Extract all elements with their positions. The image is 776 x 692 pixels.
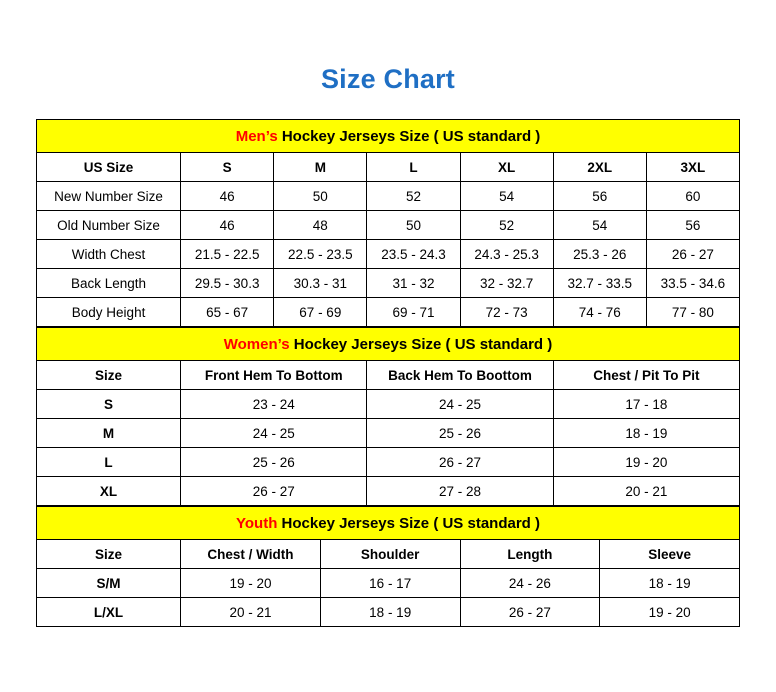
row-label: Body Height <box>37 298 181 327</box>
table-cell: 27 - 28 <box>367 477 553 506</box>
table-cell: 24 - 25 <box>181 419 367 448</box>
womens-heading-rest: Hockey Jerseys Size ( US standard ) <box>289 335 553 353</box>
mens-section-heading-row <box>37 120 740 153</box>
table-cell: 52 <box>367 182 460 211</box>
table-row <box>37 390 740 419</box>
table-cell: 26 - 27 <box>646 240 739 269</box>
table-cell: 19 - 20 <box>181 569 321 598</box>
mens-heading-accent: Men’s <box>235 127 278 145</box>
womens-header-cell: Chest / Pit To Pit <box>553 361 739 390</box>
mens-header-cell: US Size <box>37 153 181 182</box>
table-cell: 29.5 - 30.3 <box>181 269 274 298</box>
table-row <box>37 298 740 327</box>
table-cell: 20 - 21 <box>181 598 321 627</box>
mens-header-cell: L <box>367 153 460 182</box>
womens-header-cell: Size <box>37 361 181 390</box>
table-cell: 32.7 - 33.5 <box>553 269 646 298</box>
row-label: Back Length <box>37 269 181 298</box>
youth-heading-accent: Youth <box>236 514 278 532</box>
table-cell: 24.3 - 25.3 <box>460 240 553 269</box>
mens-heading-rest: Hockey Jerseys Size ( US standard ) <box>277 127 541 145</box>
table-cell: 25.3 - 26 <box>553 240 646 269</box>
table-cell: 50 <box>274 182 367 211</box>
row-label: S <box>37 390 181 419</box>
table-row <box>37 182 740 211</box>
table-cell: 56 <box>553 182 646 211</box>
table-row <box>37 269 740 298</box>
table-row <box>37 448 740 477</box>
size-tables <box>36 119 740 627</box>
table-cell: 21.5 - 22.5 <box>181 240 274 269</box>
row-label: L/XL <box>37 598 181 627</box>
row-label: M <box>37 419 181 448</box>
youth-section-heading-row <box>37 507 740 540</box>
table-cell: 23 - 24 <box>181 390 367 419</box>
womens-header-cell: Back Hem To Boottom <box>367 361 553 390</box>
row-label: Old Number Size <box>37 211 181 240</box>
table-cell: 25 - 26 <box>181 448 367 477</box>
youth-heading-rest: Hockey Jerseys Size ( US standard ) <box>277 514 540 532</box>
table-cell: 50 <box>367 211 460 240</box>
youth-header-cell: Sleeve <box>600 540 740 569</box>
table-cell: 18 - 19 <box>320 598 460 627</box>
table-cell: 32 - 32.7 <box>460 269 553 298</box>
table-cell: 16 - 17 <box>320 569 460 598</box>
table-cell: 24 - 25 <box>367 390 553 419</box>
table-cell: 65 - 67 <box>181 298 274 327</box>
womens-header-row <box>37 361 740 390</box>
mens-header-cell: XL <box>460 153 553 182</box>
table-cell: 22.5 - 23.5 <box>274 240 367 269</box>
mens-header-cell: S <box>181 153 274 182</box>
table-cell: 20 - 21 <box>553 477 739 506</box>
table-cell: 46 <box>181 211 274 240</box>
table-cell: 77 - 80 <box>646 298 739 327</box>
table-cell: 18 - 19 <box>553 419 739 448</box>
table-row <box>37 477 740 506</box>
womens-heading-accent: Women’s <box>223 335 290 353</box>
table-cell: 24 - 26 <box>460 569 600 598</box>
row-label: L <box>37 448 181 477</box>
table-cell: 26 - 27 <box>367 448 553 477</box>
table-cell: 19 - 20 <box>600 598 740 627</box>
mens-section-heading <box>37 120 740 153</box>
table-cell: 26 - 27 <box>181 477 367 506</box>
table-cell: 23.5 - 24.3 <box>367 240 460 269</box>
table-cell: 25 - 26 <box>367 419 553 448</box>
table-row <box>37 419 740 448</box>
table-cell: 18 - 19 <box>600 569 740 598</box>
youth-header-row <box>37 540 740 569</box>
table-cell: 72 - 73 <box>460 298 553 327</box>
table-cell: 60 <box>646 182 739 211</box>
page-title: Size Chart <box>320 64 456 94</box>
table-cell: 31 - 32 <box>367 269 460 298</box>
table-cell: 46 <box>181 182 274 211</box>
table-row <box>37 569 740 598</box>
womens-size-table <box>36 327 740 506</box>
mens-size-table <box>36 119 740 327</box>
row-label: New Number Size <box>37 182 181 211</box>
youth-size-table <box>36 506 740 627</box>
table-cell: 54 <box>460 182 553 211</box>
table-cell: 74 - 76 <box>553 298 646 327</box>
table-cell: 17 - 18 <box>553 390 739 419</box>
table-cell: 52 <box>460 211 553 240</box>
mens-header-cell: M <box>274 153 367 182</box>
table-cell: 33.5 - 34.6 <box>646 269 739 298</box>
womens-section-heading-row <box>37 328 740 361</box>
youth-section-heading <box>37 507 740 540</box>
row-label: XL <box>37 477 181 506</box>
table-cell: 56 <box>646 211 739 240</box>
mens-header-cell: 3XL <box>646 153 739 182</box>
youth-header-cell: Shoulder <box>320 540 460 569</box>
mens-header-cell: 2XL <box>553 153 646 182</box>
mens-header-row <box>37 153 740 182</box>
row-label: Width Chest <box>37 240 181 269</box>
table-cell: 48 <box>274 211 367 240</box>
row-label: S/M <box>37 569 181 598</box>
womens-header-cell: Front Hem To Bottom <box>181 361 367 390</box>
womens-section-heading <box>37 328 740 361</box>
table-cell: 69 - 71 <box>367 298 460 327</box>
table-row <box>37 240 740 269</box>
table-cell: 26 - 27 <box>460 598 600 627</box>
table-cell: 54 <box>553 211 646 240</box>
youth-header-cell: Size <box>37 540 181 569</box>
table-cell: 19 - 20 <box>553 448 739 477</box>
youth-header-cell: Chest / Width <box>181 540 321 569</box>
table-row <box>37 211 740 240</box>
table-cell: 67 - 69 <box>274 298 367 327</box>
table-row <box>37 598 740 627</box>
table-cell: 30.3 - 31 <box>274 269 367 298</box>
youth-header-cell: Length <box>460 540 600 569</box>
